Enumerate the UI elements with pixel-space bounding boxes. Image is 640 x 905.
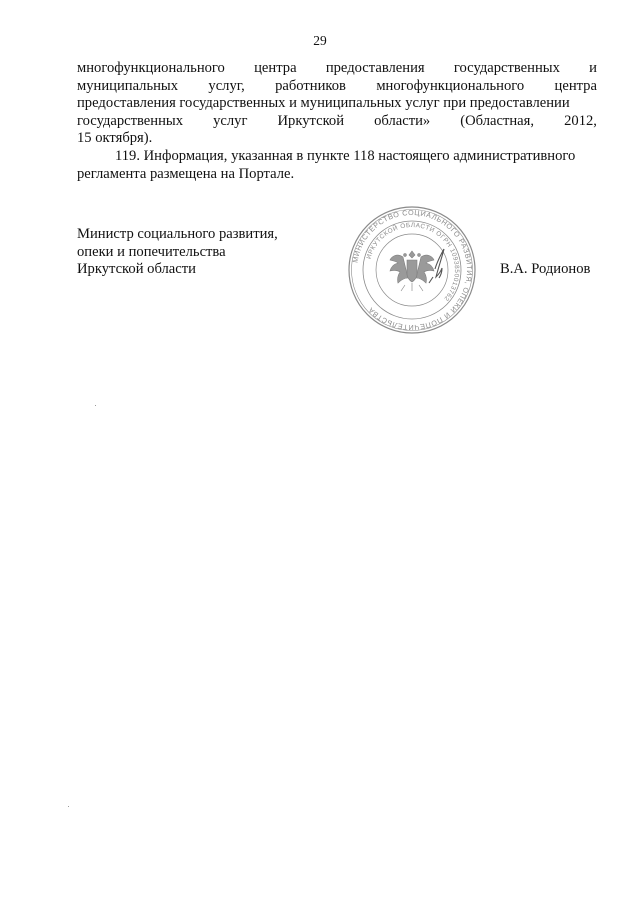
scan-speck	[95, 405, 96, 406]
line-text: 15 октября).	[77, 130, 153, 147]
signatory-title-line: Министр социального развития,	[77, 226, 278, 242]
text-line	[77, 60, 597, 78]
word: государственных	[77, 112, 184, 129]
word: услуг,	[208, 77, 245, 94]
word: многофункционального	[77, 60, 225, 76]
signatory-title	[77, 226, 278, 279]
seal-inner-text: ИРКУТСКОЙ ОБЛАСТИ ОГРН 1093850013762	[365, 221, 461, 303]
body-text	[77, 60, 597, 183]
seal-outer-text: МИНИСТЕРСТВО СОЦИАЛЬНОГО РАЗВИТИЯ, ОПЕКИ И ПОПЕЧИТЕЛЬСТВА	[350, 207, 475, 333]
page-number: 29	[313, 33, 327, 48]
paragraph-119	[77, 148, 597, 183]
word: предоставления	[325, 60, 425, 76]
line-text: предоставления государственных и муниципальных услуг при предоставлении	[77, 95, 570, 112]
word: муниципальных	[77, 77, 179, 94]
word: Иркутской	[277, 112, 345, 129]
word: и	[589, 60, 597, 76]
text-line: 119. Информация, указанная в пункте 118 настоящего административного	[115, 147, 576, 164]
paragraph-118-continuation	[77, 60, 597, 148]
word: многофункционального	[376, 77, 525, 94]
double-headed-eagle-emblem	[390, 251, 434, 291]
signatory-title-line: Иркутской области	[77, 261, 196, 278]
word: центра	[554, 77, 597, 94]
text-line	[77, 113, 597, 131]
text-line: регламента размещена на Портале.	[77, 165, 295, 182]
word: центра	[254, 60, 297, 76]
text-line	[77, 78, 597, 96]
text-line	[77, 95, 597, 113]
word: (Областная,	[460, 112, 535, 129]
word: области»	[374, 112, 431, 129]
text-line	[77, 130, 597, 148]
official-seal-stamp	[347, 205, 477, 335]
word: услуг	[213, 112, 248, 129]
scan-speck	[68, 806, 69, 807]
word: государственных	[453, 60, 560, 76]
signatory-name: В.А. Родионов	[500, 261, 591, 277]
word: работников	[275, 77, 346, 94]
signatory-title-line: опеки и попечительства	[77, 243, 226, 260]
word: 2012,	[564, 112, 597, 129]
